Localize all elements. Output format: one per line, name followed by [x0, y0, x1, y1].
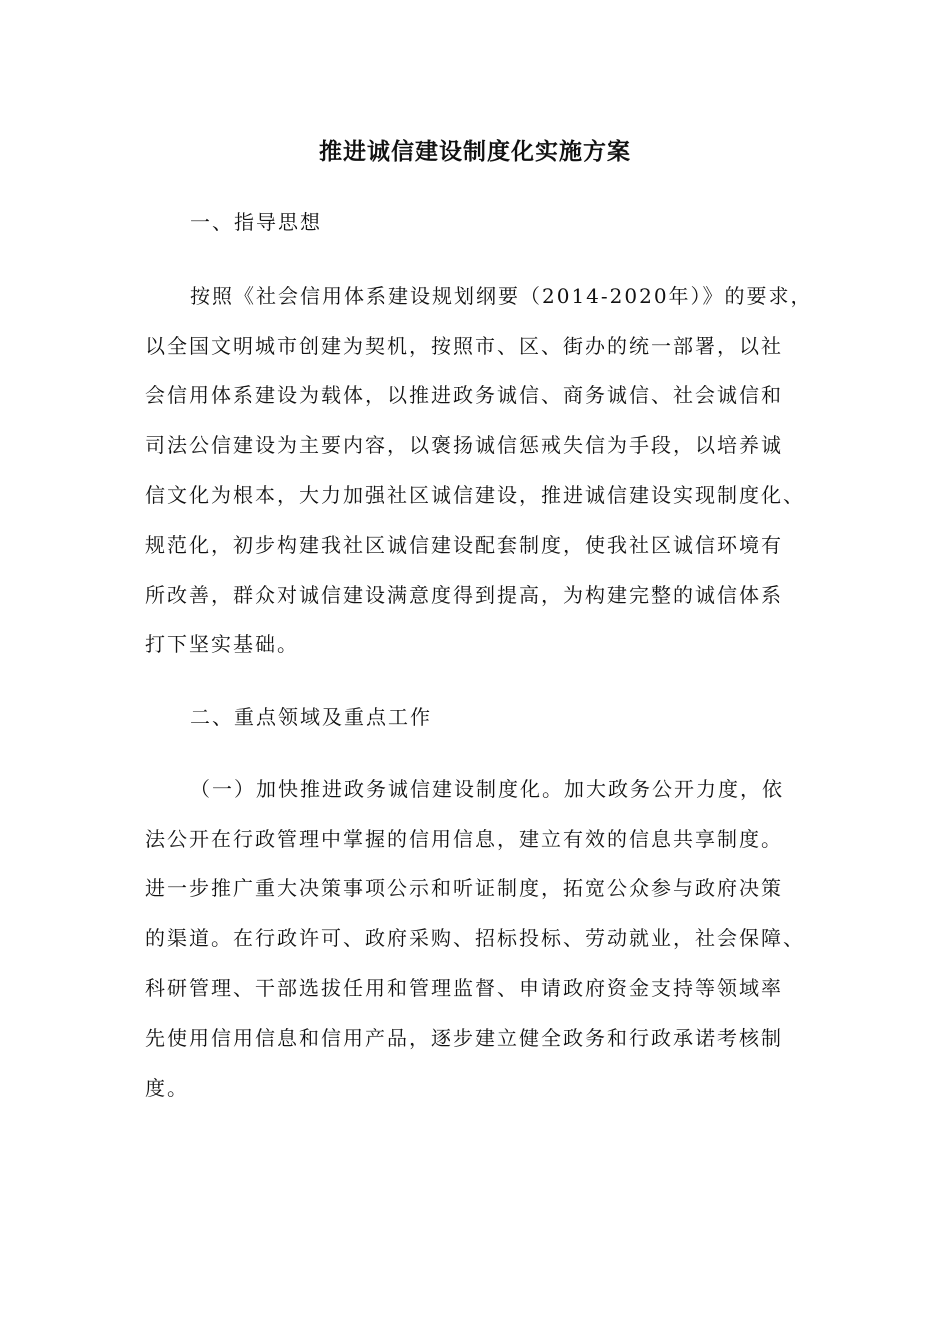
paragraph-line: 信文化为根本，大力加强社区诚信建设，推进诚信建设实现制度化、: [145, 483, 805, 507]
paragraph-line: 的渠道。在行政许可、政府采购、招标投标、劳动就业，社会保障、: [145, 926, 805, 950]
document-title: 推进诚信建设制度化实施方案: [319, 138, 631, 165]
paragraph-line: （一）加快推进政务诚信建设制度化。加大政务公开力度，依: [190, 777, 784, 801]
paragraph-line: 打下坚实基础。: [145, 632, 299, 656]
paragraph-line: 法公开在行政管理中掌握的信用信息，建立有效的信息共享制度。: [145, 827, 783, 851]
paragraph-line: 进一步推广重大决策事项公示和听证制度，拓宽公众参与政府决策: [145, 876, 783, 900]
paragraph-line: 按照《社会信用体系建设规划纲要（2014-2020年）》的要求，: [190, 284, 813, 308]
paragraph-line: 度。: [145, 1076, 189, 1100]
paragraph-line: 司法公信建设为主要内容，以褒扬诚信惩戒失信为手段，以培养诚: [145, 433, 783, 457]
paragraph-line: 科研管理、干部选拔任用和管理监督、申请政府资金支持等领域率: [145, 976, 783, 1000]
section-heading-1: 一、指导思想: [190, 210, 322, 234]
paragraph-line: 会信用体系建设为载体，以推进政务诚信、商务诚信、社会诚信和: [145, 383, 783, 407]
paragraph-line: 以全国文明城市创建为契机，按照市、区、街办的统一部署，以社: [145, 334, 783, 358]
paragraph-line: 规范化，初步构建我社区诚信建设配套制度，使我社区诚信环境有: [145, 533, 783, 557]
paragraph-line: 先使用信用信息和信用产品，逐步建立健全政务和行政承诺考核制: [145, 1026, 783, 1050]
section-heading-2: 二、重点领域及重点工作: [190, 705, 432, 729]
paragraph-line: 所改善，群众对诚信建设满意度得到提高，为构建完整的诚信体系: [145, 583, 783, 607]
